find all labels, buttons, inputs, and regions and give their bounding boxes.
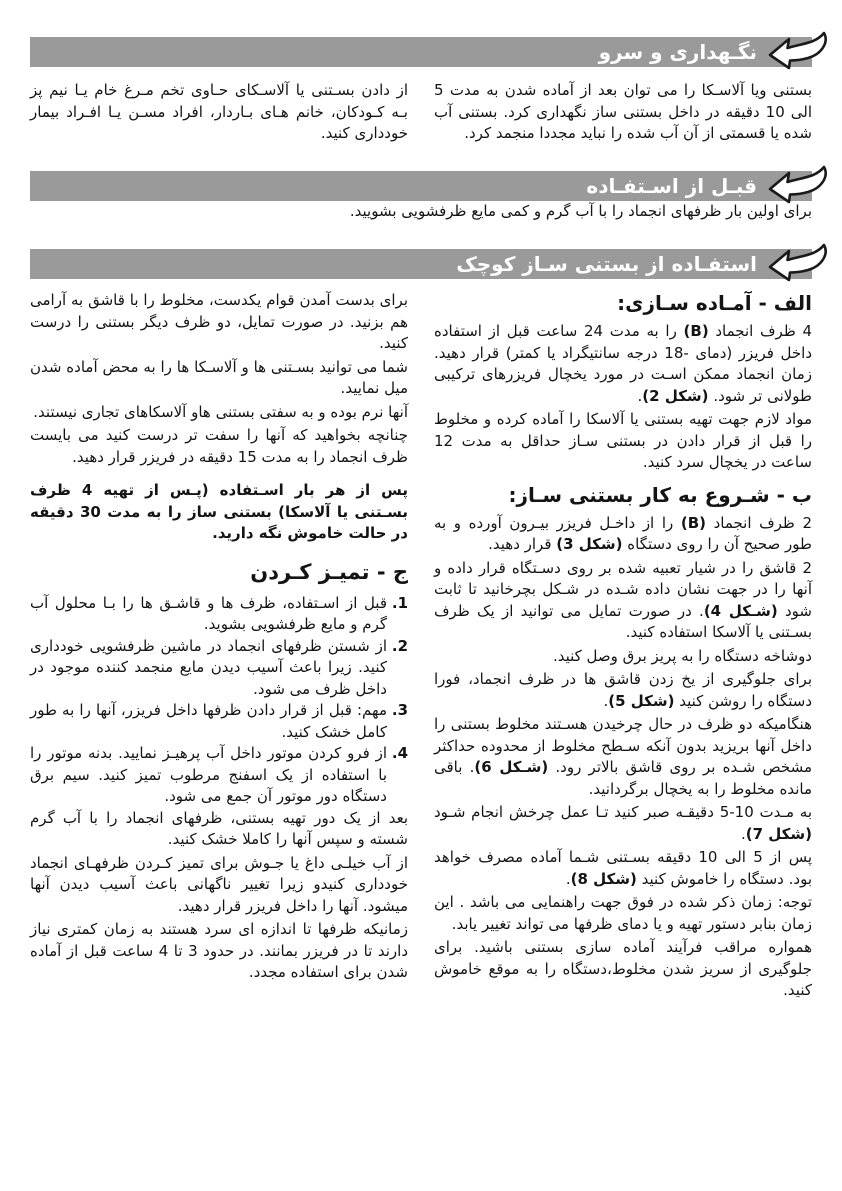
paragraph: از دادن بسـتنی یا آلاسـکای حـاوی تخم مـرغ خام یـا نیم پز بـه کـودکان، خانم هـای بـاردار، افراد مسـن یـا افـراد بیمار خودداری کنید. (30, 81, 408, 142)
paragraph: برای جلوگیری از یخ زدن قاشق ها در ظرف انجماد، فورا دستگاه را روشن کنید (شکل 5). (434, 670, 812, 710)
curved-arrow-icon (766, 29, 836, 75)
paragraph: زمانیکه ظرفها تا اندازه ای سرد هستند به زمان کمتری نیاز دارند تا در فریزر بمانند. در حدود 3 تا 4 ساعت قبل از آماده شدن برای استفاده مجدد. (30, 920, 409, 981)
paragraph: از آب خیلـی داغ یا جـوش برای تمیز کـردن ظرفهـای انجماد خودداری کنیدو زیرا تغییر ناگهانی باعث آسیب دیدن آنها میشود. آنها را داخل فریزر قرار دهید. (30, 853, 408, 915)
curved-arrow-icon (766, 241, 836, 287)
subheading-start: ب - شـروع به کار بستنی سـاز: (508, 482, 812, 507)
subheading-cleaning: ج - تمیـز کـردن (250, 559, 408, 584)
list-item (30, 636, 408, 701)
paragraph: بستنی ویا آلاسـکا را می توان بعد از آماده شدن به مدت 5 الی 10 دقیقه در داخل بستنی ساز نگهداری کرد. بستنی آب شده یا قسمتی از آن آب شده را نباید مجددا منجمد کرد. (434, 81, 812, 142)
paragraph: هنگامیکه دو ظرف در حال چرخیدن هسـتند مخلوط بستنی را داخل آنها بریزید بدون آنکه سـطح مخلوط از محدوده حداکثر مشخص شـده بر روی قاشق بالاتر رود. (شـکل 6). باقی مانده مخلوط را به یخچال برگردانید. (434, 715, 812, 798)
section-title: قبـل از اسـتفـاده (586, 173, 757, 198)
list-number: 4. (391, 744, 408, 762)
paragraph: 4 ظرف انجماد (B) را به مدت 24 ساعت قبل از استفاده داخل فریزر (دمای -18 درجه سانتیگراد یا کمتر) قرار دهید. زمان انجماد ممکن اسـت در مورد یخچال فریزرهای ترکیبی طولانی تر شود. (شکل 2). (434, 322, 813, 405)
subheading-preparation: الف - آمـاده سـازی: (617, 291, 812, 315)
section-header-serving (30, 37, 812, 67)
list-item (30, 700, 408, 743)
column-left (30, 80, 408, 145)
column-left (30, 290, 408, 984)
list-item-text: مهم: قبل از قرار دادن ظرفها داخل فریزر، آنها را به طور کامل خشک کنید. (30, 701, 387, 741)
paragraph: 2 ظرف انجماد (B) را از داخـل فریزر بیـرون آورده و به طور صحیح آن را روی دستگاه (شکل 3) قرار دهید. (434, 513, 813, 553)
section-usage-body (30, 290, 812, 1002)
paragraph: توجه: زمان ذکر شده در فوق جهت راهنمایی می باشد . این زمان بنابر دستور تهیه و یا دمای ظرفها می تواند تغییر یابد. (434, 893, 812, 933)
paragraph: بعد از یک دور تهیه بستنی، ظرفهای انجماد را با آب گرم شسته و سپس آنها را کاملا خشک کنید. (30, 808, 408, 848)
section-serving-body (30, 80, 812, 145)
column-right (434, 290, 812, 1002)
before-use-instruction: برای اولین بار ظرفهای انجماد را با آب گرم و کمی مایع ظرفشویی بشویید. (349, 201, 812, 220)
paragraph: به مـدت 10-5 دقیقـه صبر کنید تـا عمل چرخش انجام شـود (شکل 7). (434, 803, 812, 843)
column-right (434, 80, 812, 145)
paragraph: شما می توانید بسـتنی ها و آلاسـکا ها را به محض آماده شدن میل نمایید. (30, 357, 408, 397)
paragraph: پس از 5 الی 10 دقیقه بسـتنی شـما آماده مصرف خواهد بود. دستگاه را خاموش کنید (شکل 8). (434, 848, 812, 888)
list-number: 2. (391, 636, 408, 655)
paragraph: چنانچه بخواهید که آنها را سفت تر درست کنید می بایست ظرف انجماد را به مدت 15 دقیقه در فریزر قرار دهید. (30, 426, 408, 466)
section-header-before-use (30, 171, 812, 201)
rest-warning-note: پس از هر بار اسـتفاده (پـس از تهیه 4 ظرف بسـتنی یا آلاسکا) بستنی ساز را به مدت 30 دقیقه در حالت خاموش نگه دارید. (30, 481, 409, 542)
list-number: 3. (391, 701, 408, 719)
paragraph: مواد لازم جهت تهیه بستنی یا آلاسکا را آماده کرده و مخلوط را قبل از قرار دادن در بستنی سـاز حداقل به مدت 12 ساعت در یخچال سرد کنید. (434, 410, 812, 471)
paragraph: همواره مراقب فرآیند آماده سازی بستنی باشید. برای جلوگیری از سریز شدن مخلوط،دستگاه را به موقع خاموش کنید. (434, 938, 812, 999)
section-title: استفـاده از بستنی سـاز کوچک (456, 252, 757, 276)
list-item (30, 593, 408, 636)
list-item (30, 743, 408, 808)
section-title: نگـهداری و سرو (598, 40, 757, 64)
section-header-usage (30, 249, 812, 279)
paragraph: دوشاخه دستگاه را به پریز برق وصل کنید. (552, 646, 812, 665)
list-number: 1. (391, 593, 408, 612)
list-item-text: از شستن ظرفهای انجماد در ماشین ظرفشویی خودداری کنید. زیرا باعث آسیب دیدن مایع منجمد کننده موجود در داخل ظرف می شود. (30, 636, 387, 698)
paragraph: برای بدست آمدن قوام یکدست، مخلوط را با قاشق به آرامی هم بزنید. در صورت تمایل، دو ظرف دیگر بستنی را درست کنید. (30, 291, 408, 352)
curved-arrow-icon (766, 163, 836, 209)
list-item-text: از فرو کردن موتور داخل آب پرهیـز نمایید. بدنه موتور را با استفاده از یک اسفنج مرطوب تمیز کنید. سیم برق دستگاه دور موتور آن جمع می شود. (30, 744, 387, 805)
list-item-text: قبل از اسـتفاده، ظرف ها و قاشـق ها را بـا محلول آب گرم و مایع ظرفشویی بشوید. (30, 593, 387, 633)
paragraph: 2 قاشق را در شیار تعبیه شده بر روی دسـتگاه قرار داده و آنها را در جهت نشان داده شـده در شـکل بچرخانید تا ثابت شود (شـکل 4). در صورت تمایل می توانید از یک ظرف بسـتنی یا آلاسکا استفاده کنید. (434, 558, 812, 641)
paragraph: آنها نرم بوده و به سفتی بستنی هاو آلاسکاهای تجاری نیستند. (33, 402, 408, 421)
